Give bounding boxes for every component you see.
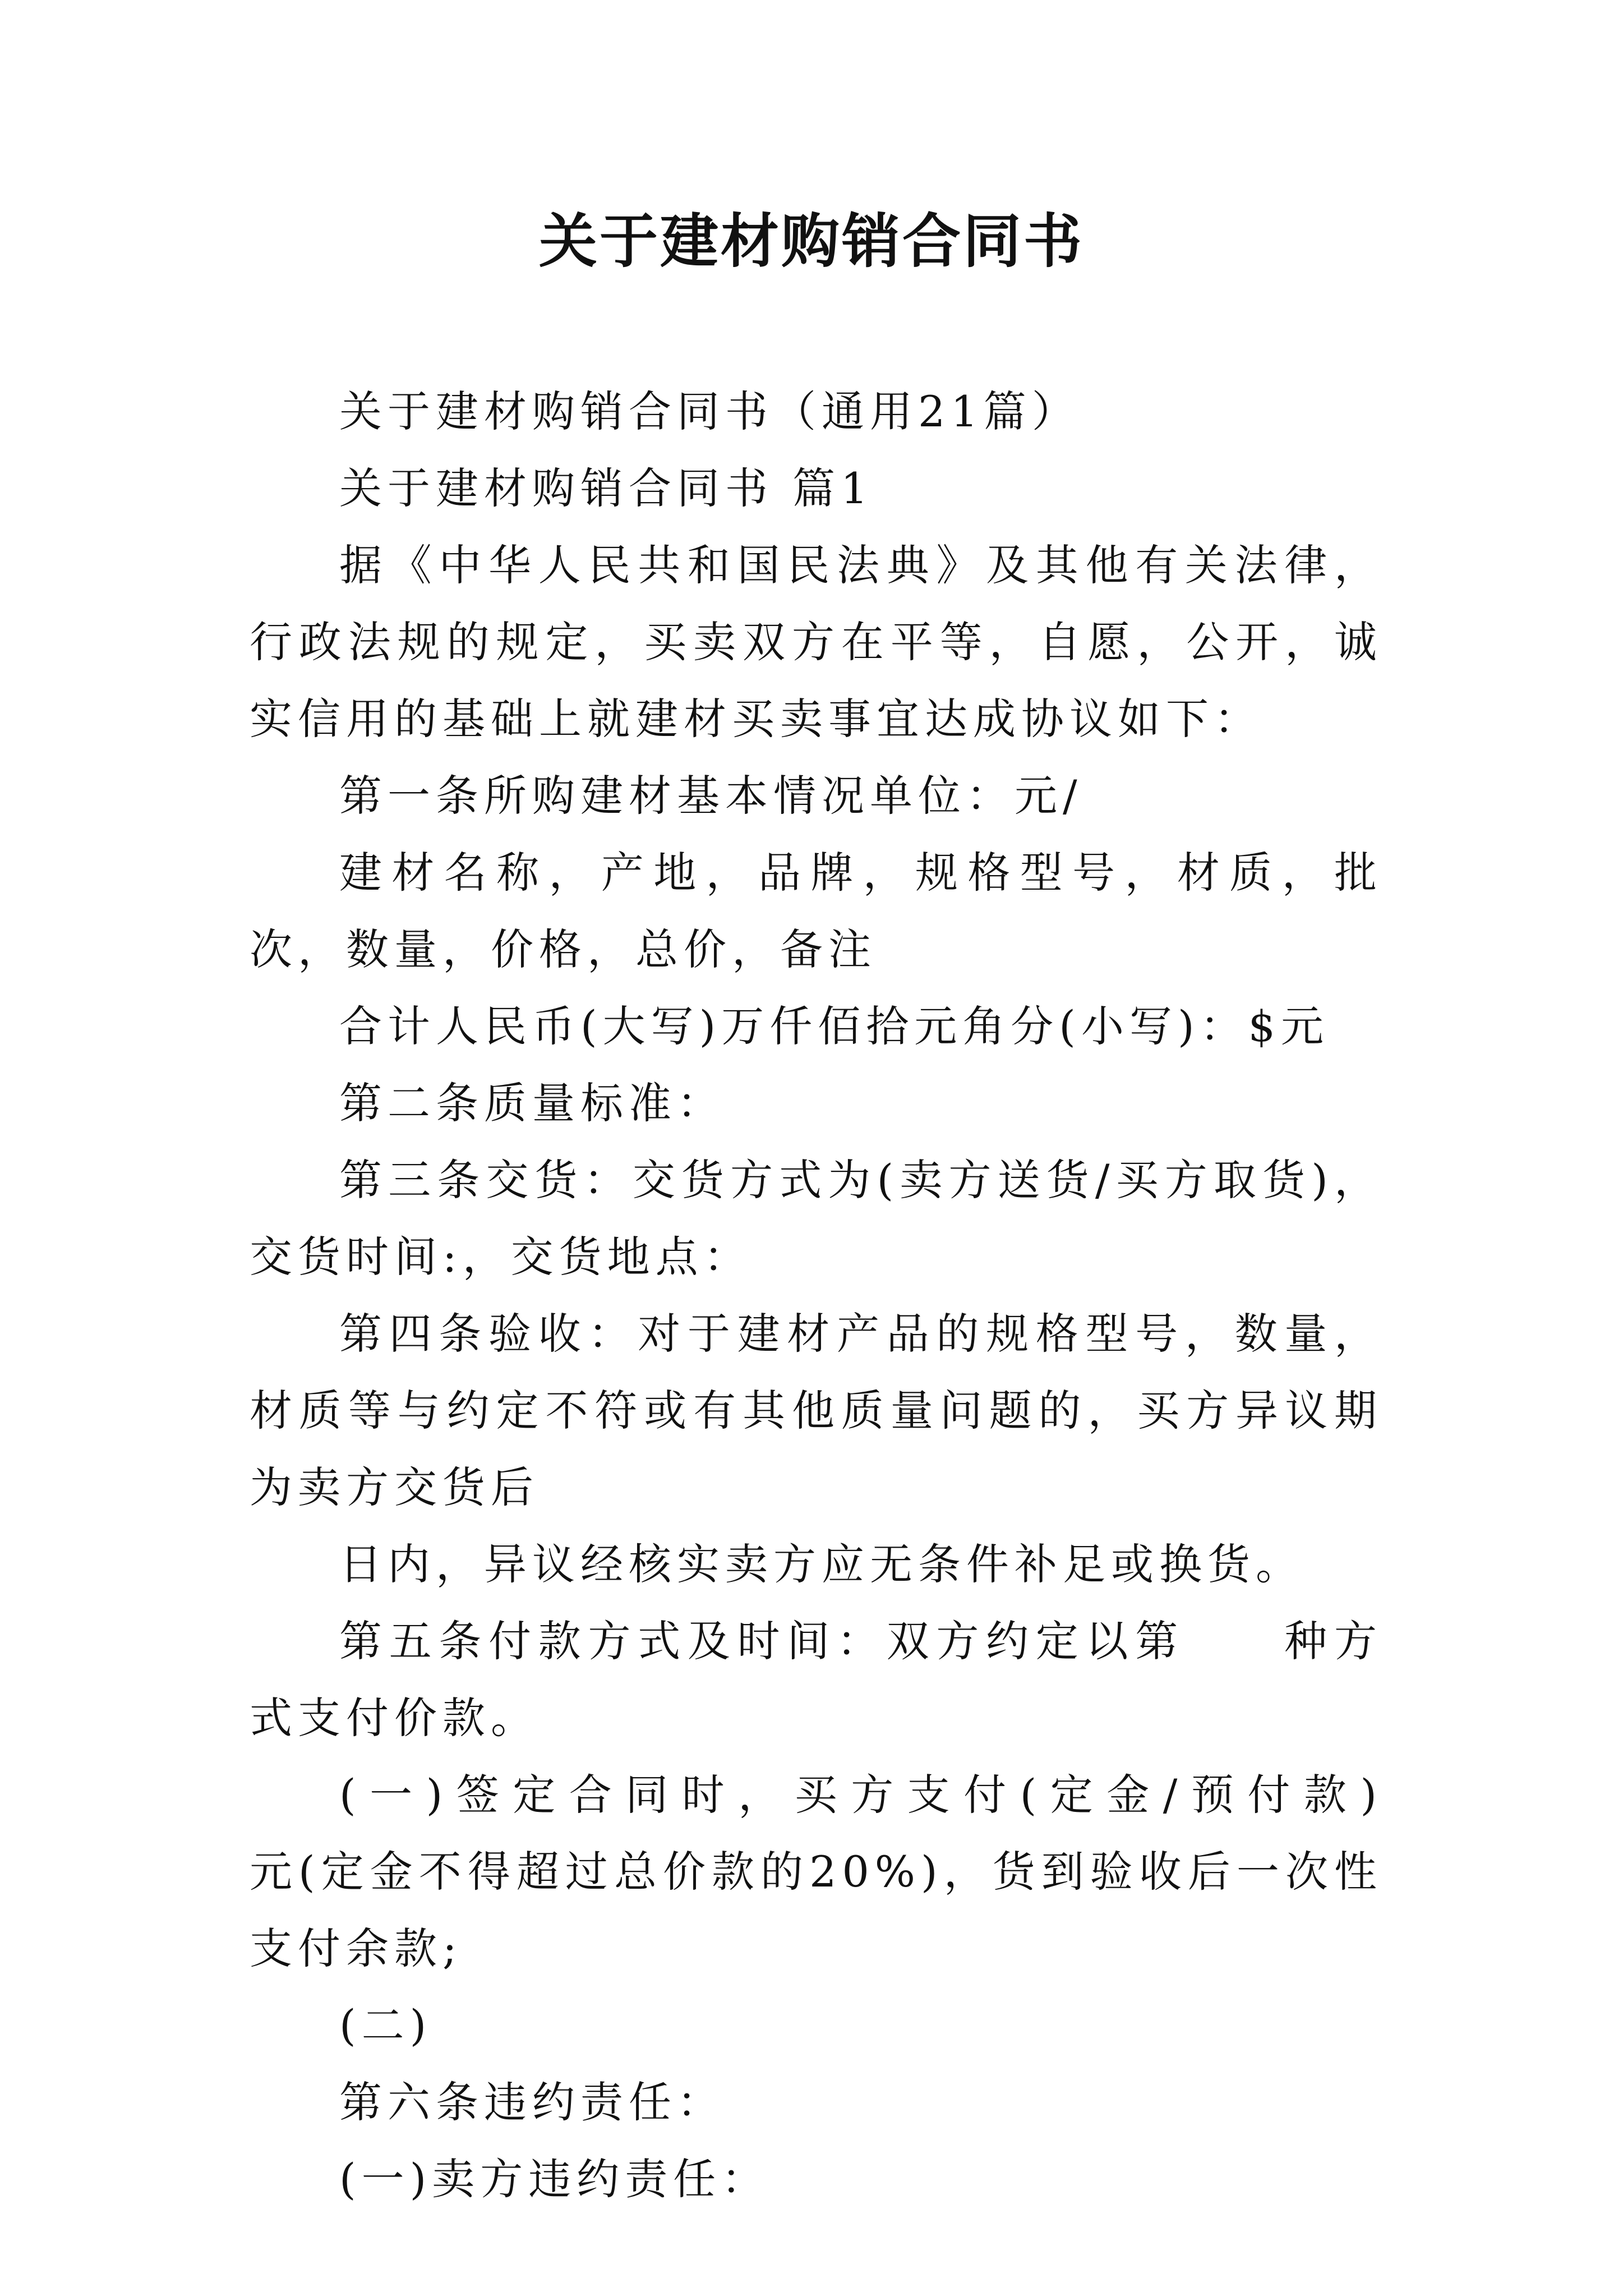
paragraph-article-6: 第六条违约责任： [339,2077,725,2127]
paragraph-article-4-cont: 日内，异议经核实卖方应无条件补足或换货。 [339,1539,1304,1589]
paragraph-section-heading: 关于建材购销合同书 篇1 [339,463,874,513]
document-body [250,373,1527,2217]
document-title: 关于建材购销合同书 [538,207,1084,275]
paragraph-material-fields: 建材名称，产地，品牌，规格型号，材质，批次，数量，价格，总价，备注 [250,848,1382,974]
paragraph-preamble: 据《中华人民共和国民法典》及其他有关法律，行政法规的规定，买卖双方在平等，自愿，公开，诚实信用的基础上就建材买卖事宜达成协议如下： [250,540,1382,744]
paragraph-total-amount: 合计人民币(大写)万仟佰拾元角分(小写)：$元 [339,1001,1329,1051]
paragraph-article-4: 第四条验收：对于建材产品的规格型号，数量，材质等与约定不符或有其他质量问题的，买方异议期为卖方交货后 [250,1309,1382,1512]
paragraph-payment-1: (一)签定合同时，买方支付(定金/预付款) 元(定金不得超过总价款的20%)，货到验收后一次性支付余款; [250,1770,1527,1973]
paragraph-article-5: 第五条付款方式及时间：双方约定以第 种方式支付价款。 [250,1616,1382,1743]
paragraph-article-2: 第二条质量标准： [339,1078,725,1128]
paragraph-article-1: 第一条所购建材基本情况单位：元/ [339,771,1083,821]
paragraph-article-3: 第三条交货：交货方式为(卖方送货/买方取货)，交货时间:，交货地点： [250,1155,1382,1282]
paragraph-subtitle: 关于建材购销合同书（通用21篇） [339,386,1080,436]
paragraph-seller-liability: (一)卖方违约责任： [339,2154,770,2204]
paragraph-payment-2: (二) [339,2000,432,2050]
